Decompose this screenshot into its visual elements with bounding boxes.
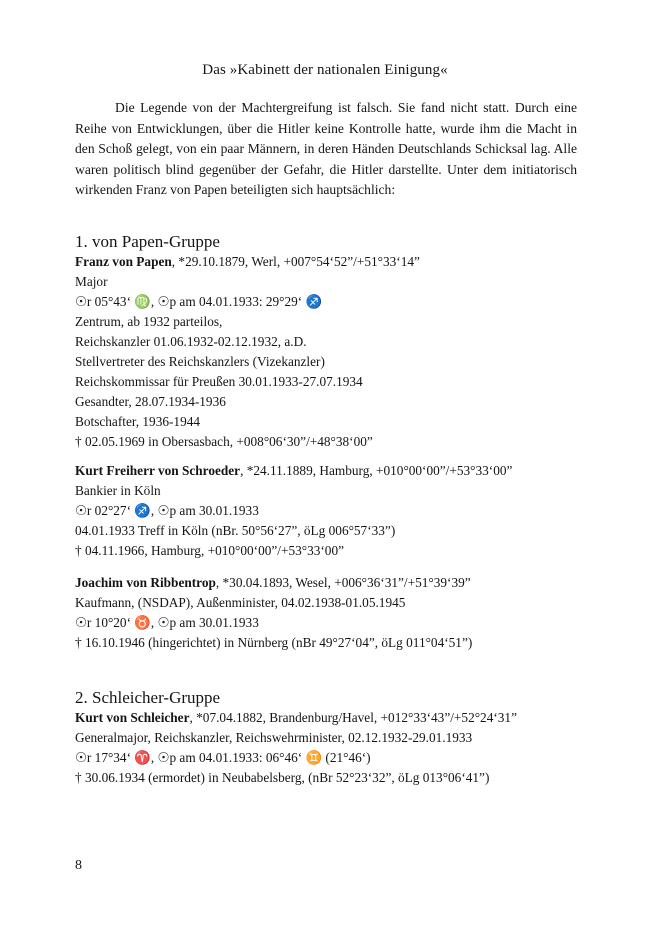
page-number: 8 (75, 858, 82, 873)
person-birth-details: , *29.10.1879, Werl, +007°54‘52”/+51°33‘14” (171, 254, 420, 269)
person-name: Joachim von Ribbentrop (75, 575, 216, 590)
entry-line: † 04.11.1966, Hamburg, +010°00‘00”/+53°33‘00” (75, 543, 345, 558)
entry-line: Major (75, 274, 108, 289)
person-birth-details: , *30.04.1893, Wesel, +006°36‘31”/+51°39‘39” (215, 575, 471, 590)
person-entry-schleicher (75, 708, 605, 788)
entry-line: ☉r 17°34‘ ♈, ☉p am 04.01.1933: 06°46‘ ♊ (21°46‘) (75, 750, 371, 765)
entry-line: ☉r 05°43‘ ♍, ☉p am 04.01.1933: 29°29‘ ♐ (75, 294, 323, 309)
person-birth-details: , *24.11.1889, Hamburg, +010°00‘00”/+53°33‘00” (240, 463, 513, 478)
person-header (75, 573, 605, 593)
entry-line: † 16.10.1946 (hingerichtet) in Nürnberg (nBr 49°27‘04”, öLg 011°04‘51”) (75, 635, 473, 650)
person-header (75, 461, 605, 481)
entry-line: † 30.06.1934 (ermordet) in Neubabelsberg, (nBr 52°23‘32”, öLg 013°06‘41”) (75, 770, 490, 785)
entry-line: Botschafter, 1936-1944 (75, 414, 201, 429)
intro-paragraph: Die Legende von der Machtergreifung ist falsch. Sie fand nicht statt. Durch eine Reihe von Entwicklungen, über die Hitler keine Kontrolle hatte, wurde ihm die Macht in den Schoß gelegt, von ein paar Männern, in deren Händen Deutschlands Schicksal lag. Alle waren politisch blind gegenüber der Gefahr, die Hitler darstellte. Unter dem initiatorisch wirkenden Franz von Papen beteiligten sich hauptsächlich: (75, 100, 577, 197)
person-entry-schroeder (75, 461, 605, 561)
entry-line: † 02.05.1969 in Obersasbach, +008°06‘30”/+48°38‘00” (75, 434, 373, 449)
entry-line: 04.01.1933 Treff in Köln (nBr. 50°56‘27”, öLg 006°57‘33”) (75, 523, 396, 538)
section-heading-papen-group: 1. von Papen-Gruppe (75, 232, 220, 251)
person-header (75, 708, 605, 728)
entry-line: Stellvertreter des Reichskanzlers (Vizekanzler) (75, 354, 325, 369)
person-header (75, 252, 605, 272)
person-name: Kurt Freiherr von Schroeder (75, 463, 241, 478)
person-name: Kurt von Schleicher (75, 710, 190, 725)
entry-line: Bankier in Köln (75, 483, 161, 498)
entry-line: Zentrum, ab 1932 parteilos, (75, 314, 223, 329)
person-name: Franz von Papen (75, 254, 172, 269)
entry-line: ☉r 02°27‘ ♐, ☉p am 30.01.1933 (75, 503, 259, 518)
person-entry-ribbentrop (75, 573, 605, 653)
person-entry-papen (75, 252, 605, 452)
section-heading-schleicher-group: 2. Schleicher-Gruppe (75, 688, 221, 707)
person-birth-details: , *07.04.1882, Brandenburg/Havel, +012°33‘43”/+52°24‘31” (189, 710, 517, 725)
entry-line: ☉r 10°20‘ ♉, ☉p am 30.01.1933 (75, 615, 259, 630)
chapter-title: Das »Kabinett der nationalen Einigung« (202, 62, 448, 78)
entry-line: Gesandter, 28.07.1934-1936 (75, 394, 226, 409)
entry-line: Kaufmann, (NSDAP), Außenminister, 04.02.1938-01.05.1945 (75, 595, 406, 610)
entry-line: Reichskanzler 01.06.1932-02.12.1932, a.D. (75, 334, 307, 349)
entry-line: Reichskommissar für Preußen 30.01.1933-27.07.1934 (75, 374, 363, 389)
entry-line: Generalmajor, Reichskanzler, Reichswehrminister, 02.12.1932-29.01.1933 (75, 730, 473, 745)
